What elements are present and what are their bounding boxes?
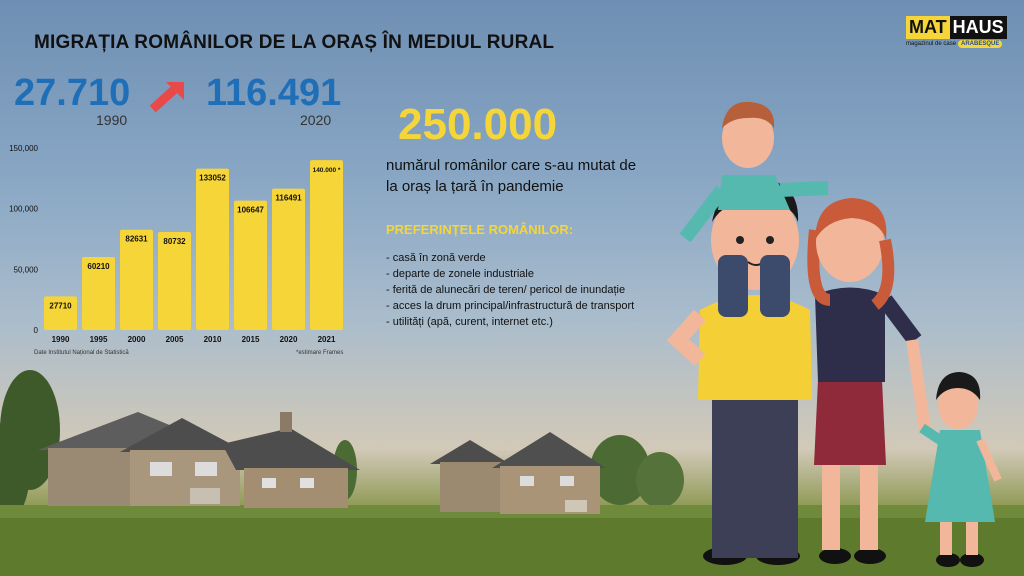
stat-2020-value: 116.491 <box>206 72 342 114</box>
stat-2020-year: 2020 <box>300 112 332 128</box>
y-tick-label: 100,000 <box>9 204 38 214</box>
bar-value-label: 106647 <box>237 205 264 215</box>
house-icon <box>430 432 606 514</box>
bar-value-label: 60210 <box>87 261 110 271</box>
y-tick-label: 150,000 <box>9 144 38 153</box>
preference-item: - acces la drum principal/infrastructură de transport <box>386 300 635 312</box>
preferences-heading: PREFERINȚELE ROMÂNILOR: <box>386 222 574 237</box>
bar-value-label: 27710 <box>49 301 72 311</box>
house-icon <box>38 412 360 508</box>
x-tick-label: 2020 <box>279 335 298 344</box>
x-tick-label: 2015 <box>241 335 260 344</box>
x-tick-label: 2010 <box>203 335 222 344</box>
preference-item: - ferită de alunecări de teren/ pericol de inundație <box>386 284 626 296</box>
preference-item: - departe de zonele industriale <box>386 268 534 280</box>
y-tick-label: 50,000 <box>13 265 38 275</box>
x-tick-label: 2005 <box>165 335 184 344</box>
mathaus-logo: MAT HAUS magazinul de case ARABESQUE <box>906 16 1007 47</box>
stat-1990-value: 27.710 <box>14 72 131 114</box>
arabesque-logo: ARABESQUE <box>958 40 1002 48</box>
bar-value-label: 133052 <box>199 173 226 183</box>
x-tick-label: 2021 <box>317 335 336 344</box>
y-tick-label: 0 <box>33 326 38 335</box>
bar-value-label: 140.000 * <box>312 167 341 175</box>
pandemic-number: 250.000 <box>398 100 558 149</box>
pandemic-text: numărul românilor care s-au mutat de la oraș la țară în pandemie <box>386 157 637 195</box>
estimate-note: *estimare Frames <box>296 350 344 356</box>
bar-value-label: 82631 <box>125 234 148 244</box>
x-tick-label: 1990 <box>51 335 70 344</box>
source-note: Date Institutul Național de Statistică <box>34 350 129 356</box>
stat-1990-year: 1990 <box>96 112 128 128</box>
bar-value-label: 80732 <box>163 237 186 247</box>
page-title: MIGRAȚIA ROMÂNILOR DE LA ORAȘ ÎN MEDIUL RURAL <box>34 32 555 53</box>
bar-value-label: 116491 <box>275 193 302 203</box>
preference-item: - casă în zonă verde <box>386 252 486 264</box>
x-tick-label: 1995 <box>89 335 108 344</box>
preference-item: - utilități (apă, curent, internet etc.) <box>386 316 553 328</box>
x-tick-label: 2000 <box>127 335 146 344</box>
